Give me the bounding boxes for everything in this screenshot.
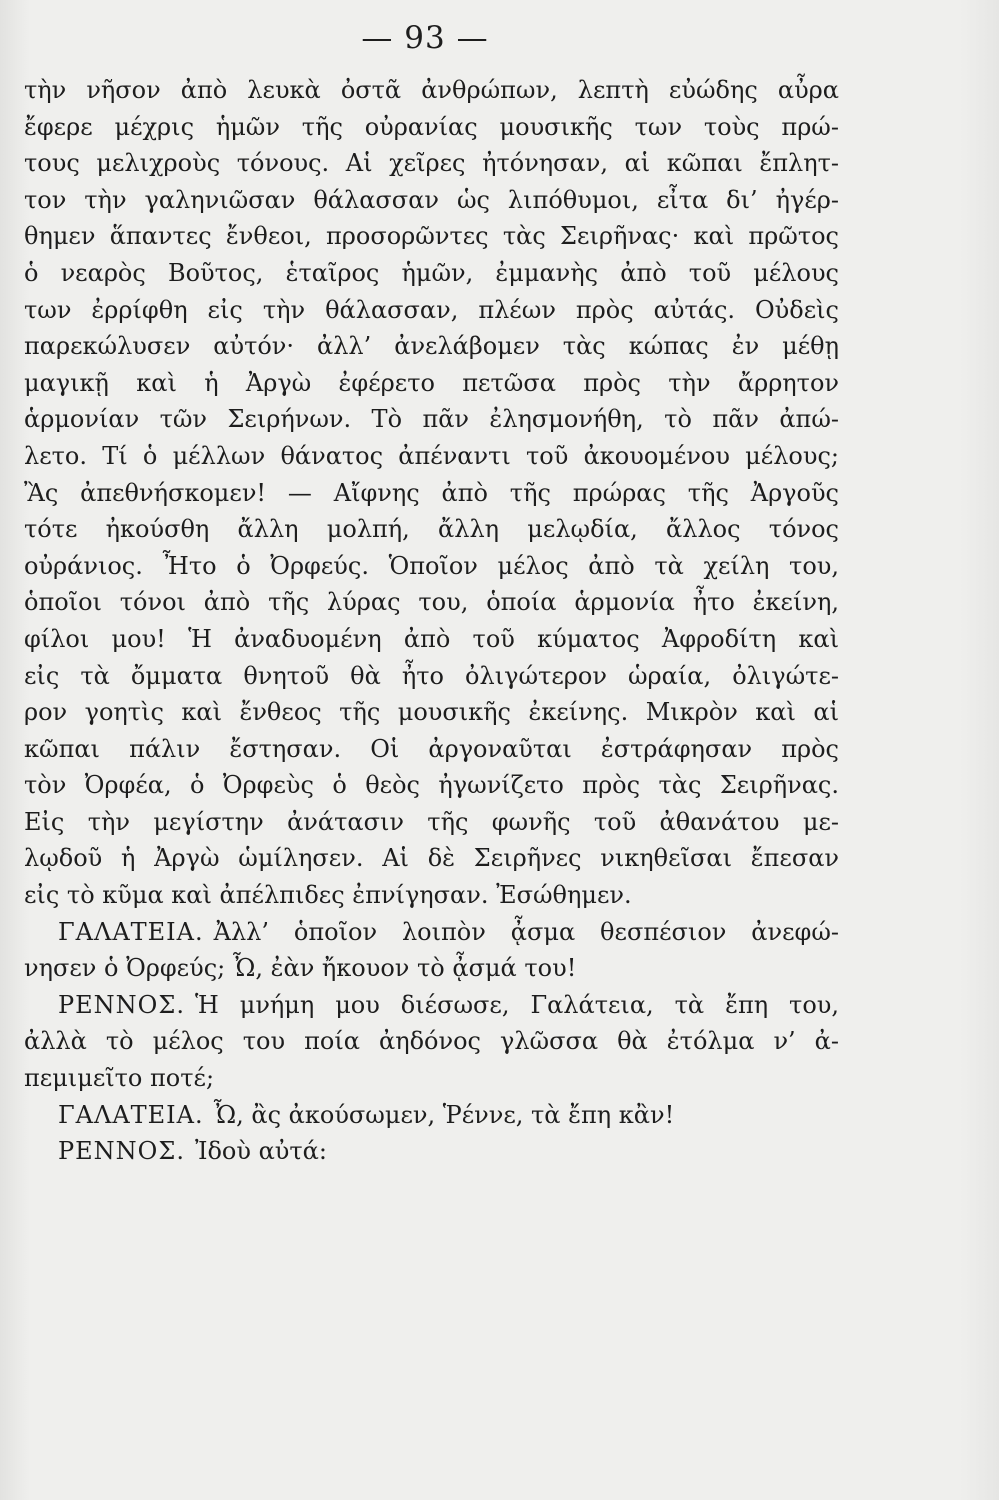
- dialogue-line: [24, 1060, 839, 1097]
- text-line: εἰς τὰ ὄμματα θνητοῦ θὰ ἦτο ὀλιγώτερον ὡραία, ὀλιγώτε-: [24, 661, 839, 690]
- text-line: μαγικῇ καὶ ἡ Ἀργὼ ἐφέρετο πετῶσα πρὸς τὴν ἄρρητον: [24, 368, 839, 397]
- text-line: ὁ νεαρὸς Βοῦτος, ἑταῖρος ἡμῶν, ἐμμανὴς ἀπὸ τοῦ μέλους: [24, 258, 839, 287]
- text-line: παρεκώλυσεν αὐτόν· ἀλλ’ ἀνελάβομεν τὰς κώπας ἐν μέθῃ: [24, 332, 839, 361]
- speaker-name: ΓΑΛΑΤΕΙΑ.: [58, 1100, 204, 1129]
- text-line: οὐράνιος. Ἦτο ὁ Ὀρφεύς. Ὁποῖον μέλος ἀπὸ τὰ χείλη του,: [24, 551, 839, 580]
- narrative-text: [24, 72, 839, 1170]
- text-line: τὸν Ὀρφέα, ὁ Ὀρφεὺς ὁ θεὸς ἠγωνίζετο πρὸς τὰς Σειρῆνας.: [24, 771, 839, 800]
- dialogue-text: Ἰδοὺ αὐτά:: [194, 1137, 327, 1166]
- dialogue-text: νησεν ὁ Ὀρφεύς; Ὦ, ἐὰν ἤκουον τὸ ᾆσμά του!: [24, 954, 577, 983]
- dialogue-text: Ἀλλ’ ὁποῖον λοιπὸν ᾆσμα θεσπέσιον ἀνεφώ-: [213, 917, 839, 946]
- page-number: — 93 —: [361, 20, 489, 56]
- speaker-name: ΡΕΝΝΟΣ.: [58, 1137, 185, 1166]
- text-line: φίλοι μου! Ἡ ἀναδυομένη ἀπὸ τοῦ κύματος Ἀφροδίτη καὶ: [24, 624, 839, 653]
- dialogue-line: [24, 950, 839, 987]
- text-line: εἰς τὸ κῦμα καὶ ἀπέλπιδες ἐπνίγησαν. Ἐσώθημεν.: [24, 881, 632, 910]
- dialogue-text: πεμιμεῖτο ποτέ;: [24, 1064, 215, 1093]
- dialogue-line: [24, 1023, 839, 1060]
- text-line: τους μελιχροὺς τόνους. Αἱ χεῖρες ἠτόνησαν, αἱ κῶπαι ἔπλητ-: [24, 149, 839, 178]
- text-line: ρον γοητὶς καὶ ἔνθεος τῆς μουσικῆς ἐκείνης. Μικρὸν καὶ αἱ: [24, 698, 839, 727]
- dialogue-line: [24, 914, 839, 951]
- speaker-name: ΡΕΝΝΟΣ.: [58, 990, 185, 1019]
- text-line: λετο. Τί ὁ μέλλων θάνατος ἀπέναντι τοῦ ἀκουομένου μέλους;: [24, 441, 839, 470]
- text-line: τὴν νῆσον ἀπὸ λευκὰ ὀστᾶ ἀνθρώπων, λεπτὴ εὐώδης αὖρα: [24, 76, 839, 104]
- text-line: Ἂς ἀπεθνήσκομεν! — Αἴφνης ἀπὸ τῆς πρώρας τῆς Ἀργοῦς: [24, 478, 839, 507]
- speaker-name: ΓΑΛΑΤΕΙΑ.: [58, 917, 204, 946]
- text-line: κῶπαι πάλιν ἔστησαν. Οἱ ἀργοναῦται ἐστράφησαν πρὸς: [24, 734, 839, 763]
- text-line: τον τὴν γαληνιῶσαν θάλασσαν ὡς λιπόθυμοι, εἶτα δι’ ἠγέρ-: [24, 185, 839, 214]
- dialogue-text: Ἡ μνήμη μου διέσωσε, Γαλάτεια, τὰ ἔπη του,: [194, 990, 839, 1019]
- dialogue-line: [24, 1133, 839, 1170]
- dialogue-line: [24, 987, 839, 1024]
- text-line: θημεν ἅπαντες ἔνθεοι, προσορῶντες τὰς Σειρῆνας· καὶ πρῶτος: [24, 222, 839, 251]
- text-line: ἁρμονίαν τῶν Σειρήνων. Τὸ πᾶν ἐλησμονήθη, τὸ πᾶν ἀπώ-: [24, 405, 839, 434]
- text-line: λῳδοῦ ἡ Ἀργὼ ὡμίλησεν. Αἱ δὲ Σειρῆνες νικηθεῖσαι ἔπεσαν: [24, 844, 839, 873]
- dialogue-line: [24, 1097, 839, 1134]
- text-line: ἔφερε μέχρις ἡμῶν τῆς οὐρανίας μουσικῆς των τοὺς πρώ-: [24, 112, 839, 141]
- text-line: τότε ἠκούσθη ἄλλη μολπή, ἄλλη μελῳδία, ἄλλος τόνος: [24, 515, 839, 544]
- dialogue-text: Ὦ, ἂς ἀκούσωμεν, Ῥέννε, τὰ ἔπη κἂν!: [213, 1100, 675, 1129]
- text-line: ὁποῖοι τόνοι ἀπὸ τῆς λύρας του, ὁποία ἁρμονία ἦτο ἐκείνη,: [24, 588, 839, 617]
- dialogue-text: ἀλλὰ τὸ μέλος του ποία ἀηδόνος γλῶσσα θὰ ἐτόλμα ν’ ἀ-: [24, 1027, 839, 1056]
- text-line: Εἰς τὴν μεγίστην ἀνάτασιν τῆς φωνῆς τοῦ ἀθανάτου με-: [24, 807, 839, 836]
- text-line: των ἐρρίφθη εἰς τὴν θάλασσαν, πλέων πρὸς αὐτάς. Οὐδεὶς: [24, 295, 839, 324]
